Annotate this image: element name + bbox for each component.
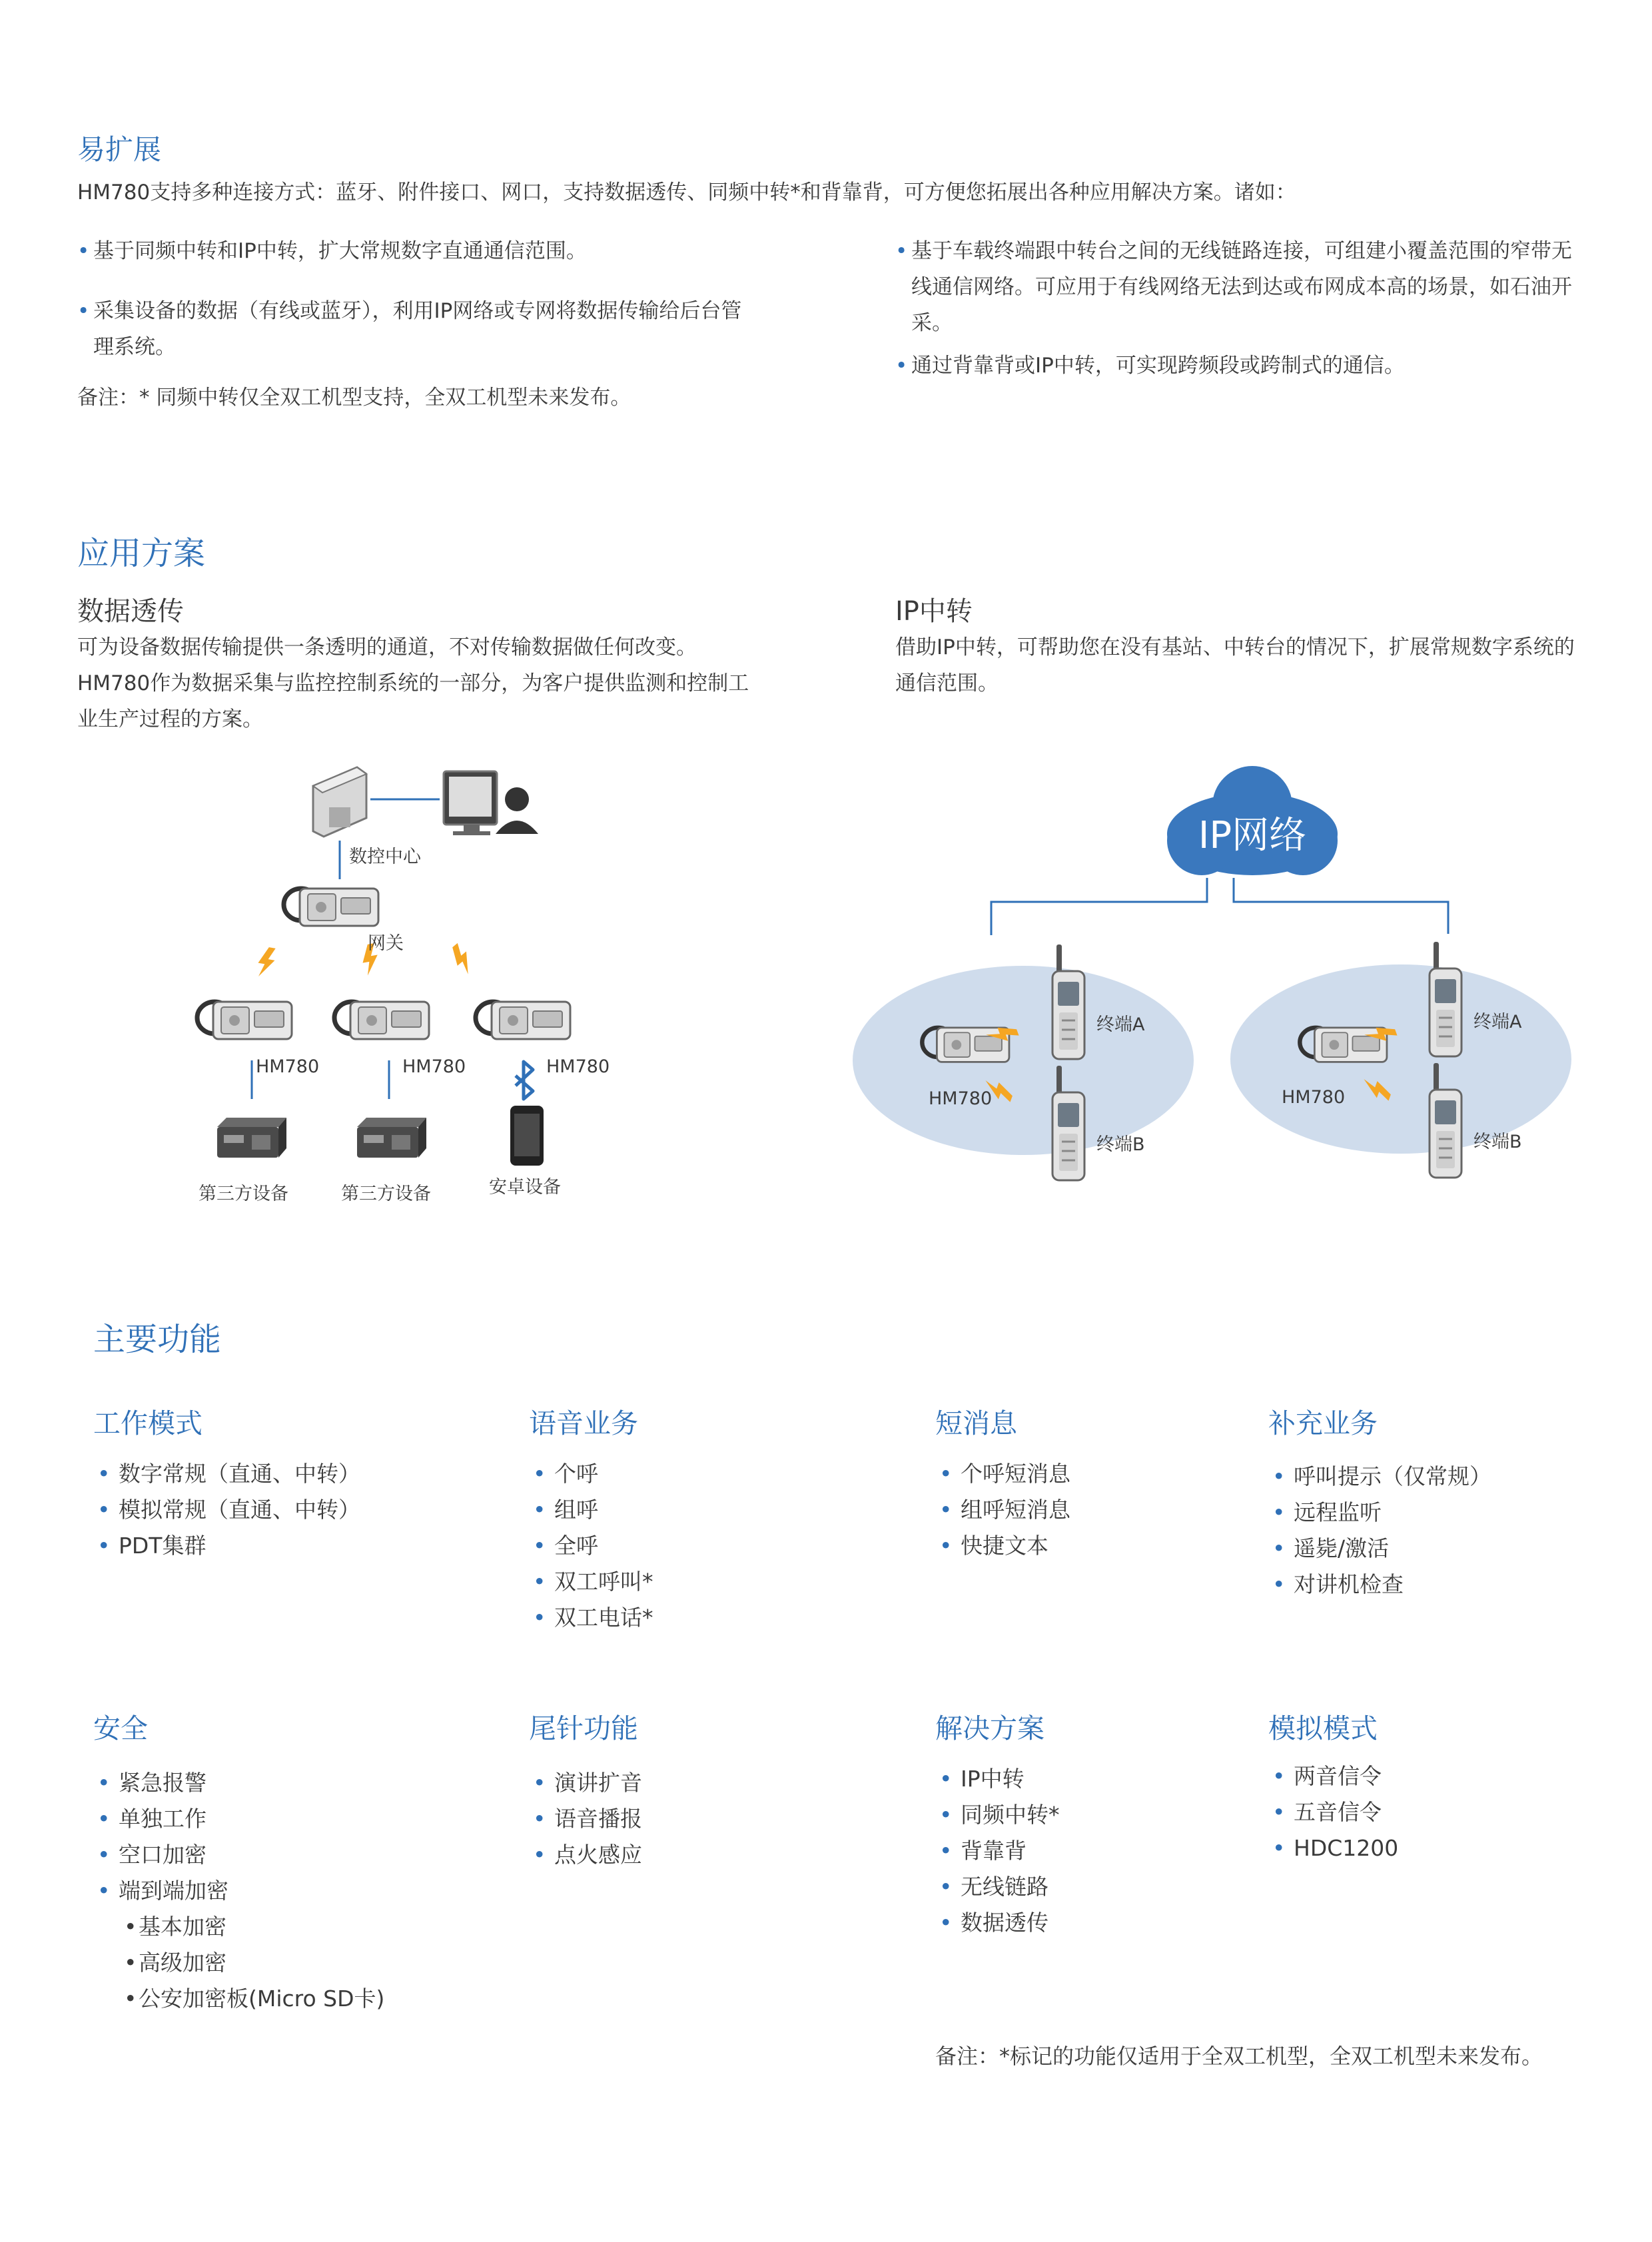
feature-item: • 同频中转* [939, 1797, 1060, 1833]
ip-relay-title: IP中转 [895, 596, 973, 627]
expand-title: 易扩展 [77, 133, 162, 166]
feature-group-title: 模拟模式 [1268, 1712, 1378, 1744]
feature-item: • 无线链路 [939, 1869, 1060, 1905]
feature-item: • 空口加密 [97, 1837, 384, 1873]
feature-list [533, 1765, 642, 1873]
expand-bullet: • 基于同频中转和IP中转，扩大常规数字直通通信范围。 [77, 233, 759, 269]
hm780-label: HM780 [402, 1056, 466, 1077]
feature-item: • 端到端加密 [97, 1873, 384, 1909]
terminal-label: 终端A [1096, 1014, 1145, 1035]
feature-item: • 双工电话* [533, 1600, 653, 1636]
feature-item: • PDT集群 [97, 1528, 360, 1564]
feature-list [1272, 1758, 1398, 1866]
terminal-label: 终端B [1096, 1134, 1145, 1155]
data-pass-title: 数据透传 [77, 596, 184, 627]
feature-list [1272, 1459, 1491, 1603]
feature-item: • 五音信令 [1272, 1794, 1398, 1830]
feature-group-title: 补充业务 [1268, 1407, 1378, 1439]
feature-item: • 双工呼叫* [533, 1564, 653, 1600]
feature-list [939, 1456, 1070, 1564]
feature-item: • 全呼 [533, 1528, 653, 1564]
feature-item: • 演讲扩音 [533, 1765, 642, 1801]
feature-item: • 呼叫提示（仅常规） [1272, 1459, 1491, 1495]
hm780-radio-icon [197, 1002, 292, 1039]
hm780-label: HM780 [546, 1056, 610, 1077]
operator-icon [496, 787, 538, 834]
feature-group-title: 解决方案 [935, 1712, 1044, 1744]
feature-item: • 紧急报警 [97, 1765, 384, 1801]
expand-bullet: • 通过背靠背或IP中转，可实现跨频段或跨制式的通信。 [895, 348, 1577, 384]
feature-list [97, 1456, 360, 1564]
third-party-device-icon [357, 1118, 426, 1158]
feature-sub-item: • 公安加密板(Micro SD卡) [97, 1981, 384, 2017]
bluetooth-icon [516, 1062, 533, 1099]
feature-item: • 数据透传 [939, 1905, 1060, 1941]
feature-item: • 远程监听 [1272, 1495, 1491, 1531]
feature-list [533, 1456, 653, 1636]
data-pass-desc: 可为设备数据传输提供一条透明的通道，不对传输数据做任何改变。HM780作为数据采集与监控控制系统的一部分，为客户提供监测和控制工业生产过程的方案。 [77, 635, 749, 731]
android-phone-icon [510, 1106, 544, 1166]
expand-note: 备注：* 同频中转仅全双工机型支持，全双工机型未来发布。 [77, 386, 631, 410]
feature-item: • 点火感应 [533, 1837, 642, 1873]
feature-item: • 组呼 [533, 1492, 653, 1528]
server-icon [313, 767, 366, 837]
feature-item: • 组呼短消息 [939, 1492, 1070, 1528]
terminal-label: 终端A [1473, 1012, 1522, 1032]
feature-item: • 个呼 [533, 1456, 653, 1492]
feature-list [939, 1761, 1060, 1941]
cloud-label: IP网络 [1198, 814, 1307, 857]
terminal-a-icon [1052, 944, 1084, 1059]
feature-item: • 模拟常规（直通、中转） [97, 1492, 360, 1528]
third-party-device-icon [217, 1118, 286, 1158]
expand-bullet: • 采集设备的数据（有线或蓝牙），利用IP网络或专网将数据传输给后台管理系统。 [77, 293, 759, 365]
expand-bullet: • 基于车载终端跟中转台之间的无线链路连接，可组建小覆盖范围的窄带无线通信网络。可应用于有线网络无法到达或布网成本高的场景，如石油开采。 [895, 233, 1577, 341]
center-label: 数控中心 [349, 847, 421, 867]
feature-item: • HDC1200 [1272, 1830, 1398, 1866]
feature-group-title: 工作模式 [93, 1407, 203, 1439]
hm780-label: HM780 [1282, 1087, 1346, 1108]
ip-relay-desc: 借助IP中转，可帮助您在没有基站、中转台的情况下，扩展常规数字系统的通信范围。 [895, 635, 1575, 695]
feature-list [97, 1765, 384, 2017]
device-label: 第三方设备 [199, 1184, 288, 1204]
terminal-label: 终端B [1473, 1132, 1522, 1152]
solutions-title: 应用方案 [77, 535, 206, 572]
monitor-icon [444, 771, 497, 835]
android-label: 安卓设备 [489, 1177, 561, 1198]
feature-group-title: 短消息 [935, 1407, 1017, 1439]
feature-item: • 单独工作 [97, 1801, 384, 1837]
terminal-a-icon [1430, 942, 1461, 1056]
hm780-label: HM780 [929, 1088, 993, 1109]
signal-icon [256, 946, 277, 978]
feature-item: • 语音播报 [533, 1801, 642, 1837]
feature-item: • 遥毙/激活 [1272, 1531, 1491, 1567]
feature-sub-item: • 高级加密 [97, 1945, 384, 1981]
feature-item: • IP中转 [939, 1761, 1060, 1797]
feature-item: • 背靠背 [939, 1833, 1060, 1869]
feature-item: • 个呼短消息 [939, 1456, 1070, 1492]
feature-group-title: 语音业务 [529, 1407, 638, 1439]
device-label: 第三方设备 [341, 1184, 431, 1204]
hm780-radio-icon [476, 1002, 570, 1039]
feature-group-title: 安全 [93, 1712, 148, 1744]
feature-item: • 快捷文本 [939, 1528, 1070, 1564]
feature-item: • 对讲机检查 [1272, 1567, 1491, 1603]
gateway-label: 网关 [368, 933, 404, 954]
hm780-radio-icon [334, 1002, 429, 1039]
feature-group-title: 尾针功能 [529, 1712, 638, 1744]
expand-intro: HM780支持多种连接方式：蓝牙、附件接口、网口，支持数据透传、同频中转*和背靠背，可方便您拓展出各种应用解决方案。诸如： [77, 181, 1296, 204]
gateway-radio-icon [284, 889, 378, 926]
feature-item: • 数字常规（直通、中转） [97, 1456, 360, 1492]
feature-sub-item: • 基本加密 [97, 1909, 384, 1945]
features-title: 主要功能 [93, 1321, 222, 1358]
features-note: 备注：*标记的功能仅适用于全双工机型，全双工机型未来发布。 [935, 2044, 1543, 2069]
hm780-label: HM780 [256, 1056, 320, 1077]
signal-icon [446, 942, 478, 976]
feature-item: • 两音信令 [1272, 1758, 1398, 1794]
